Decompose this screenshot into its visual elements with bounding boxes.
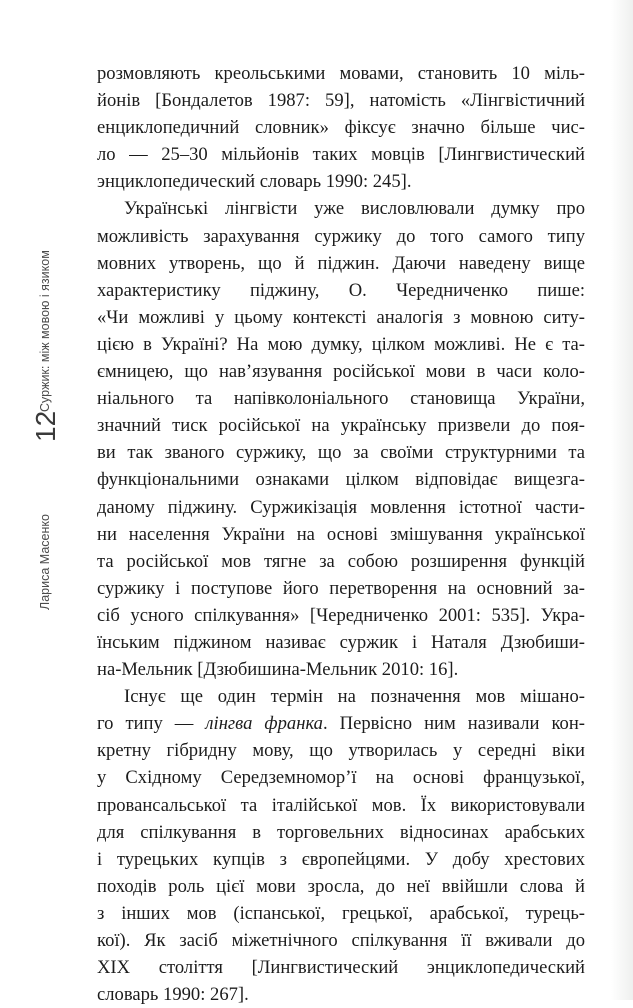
text-line: словарь 1990: 267].: [97, 984, 249, 1006]
running-head-sidebar: [16, 190, 60, 610]
text-line: функціональними ознаками цілком відповідає вищезга-: [97, 469, 585, 491]
text-line: Існує ще один термін на позначення мов мішано-: [124, 686, 585, 708]
text-line: значний тиск російської на українську призвели до поя-: [97, 415, 585, 437]
paragraph-2: [97, 195, 585, 683]
text-line: «Чи можливі у цьому контексті аналогія з мовною ситу-: [97, 306, 585, 328]
text-line: ємницею, що нав’язування російської мови в часи коло-: [97, 361, 585, 383]
text-line: мовних утворень, що й піджин. Даючи наведену вище: [97, 252, 585, 274]
text-line: для спілкування в торговельних відносинах арабських: [97, 821, 585, 843]
body-text: [97, 60, 585, 1008]
text-line: ніального та напівколоніального становища України,: [97, 388, 585, 410]
text-line: у Східному Середземномор’ї на основі французької,: [97, 767, 585, 789]
running-head-title: Суржик: між мовою і язиком: [38, 250, 52, 412]
text-line: з інших мов (іспанської, грецької, арабської, турець-: [97, 902, 585, 924]
text-line: энциклопедический словарь 1990: 245].: [97, 171, 412, 193]
text-line: на-Мельник [Дзюбишина-Мельник 2010: 16].: [97, 659, 459, 681]
text-line: та російської мов тягне за собою розширення функцій: [97, 550, 585, 572]
text-line: йонів [Бондалетов 1987: 59], натомість «Лінгвістичний: [97, 90, 585, 112]
paragraph-3: [97, 683, 585, 1008]
text-line: ни населення України на основі змішування української: [97, 523, 585, 545]
scan-edge-shadow: [611, 0, 633, 1000]
text-line: можливість зарахування суржику до того самого типу: [97, 225, 585, 247]
text-line: кої). Як засіб міжетнічного спілкування її вживали до: [97, 930, 585, 951]
running-head-author: Лариса Масенко: [38, 514, 52, 610]
text-line: провансальської та італійської мов. Їх використовували: [97, 794, 585, 816]
text-line: цією в Україні? На мою думку, цілком можливі. Не є та-: [97, 333, 585, 355]
text-line: походів роль цієї мови зросла, до неї ввійшли слова й: [97, 875, 585, 897]
text-line: ви так званого суржику, що за своїми структурними та: [97, 442, 585, 464]
text-line: даному піджину. Суржикізація мовлення істотної части-: [97, 496, 585, 518]
text-line: розмовляють креольськими мовами, становить 10 міль-: [97, 63, 585, 84]
text-line: кретну гібридну мову, що утворилась у середні віки: [97, 740, 585, 762]
text-line: і турецьких купців з європейцями. У добу хрестових: [97, 848, 585, 870]
text-line: їнським піджином називає суржик і Наталя Дзюбиши-: [97, 631, 585, 653]
text-line: XIX століття [Лингвистический энциклопедический: [97, 957, 585, 979]
text-line: енциклопедичний словник» фіксує значно більше чис-: [97, 117, 585, 139]
text-line: характеристику піджину, О. Чередниченко пише:: [97, 279, 585, 301]
text-line: суржику і поступове його перетворення на основний за-: [97, 577, 585, 599]
text-line: [97, 710, 585, 737]
text-fragment: . Первісно ним називали кон-: [322, 713, 585, 735]
text-line: сіб усного спілкування» [Чередниченко 2001: 535]. Укра-: [97, 604, 585, 626]
text-line: ло — 25–30 мільйонів таких мовців [Лингвистический: [97, 144, 585, 166]
italic-term: лінгва франка: [205, 713, 323, 735]
paragraph-1: [97, 60, 585, 195]
page-number: 12: [30, 410, 61, 442]
text-fragment: го типу —: [97, 713, 206, 735]
text-line: Українські лінгвісти уже висловлювали думку про: [124, 198, 585, 220]
